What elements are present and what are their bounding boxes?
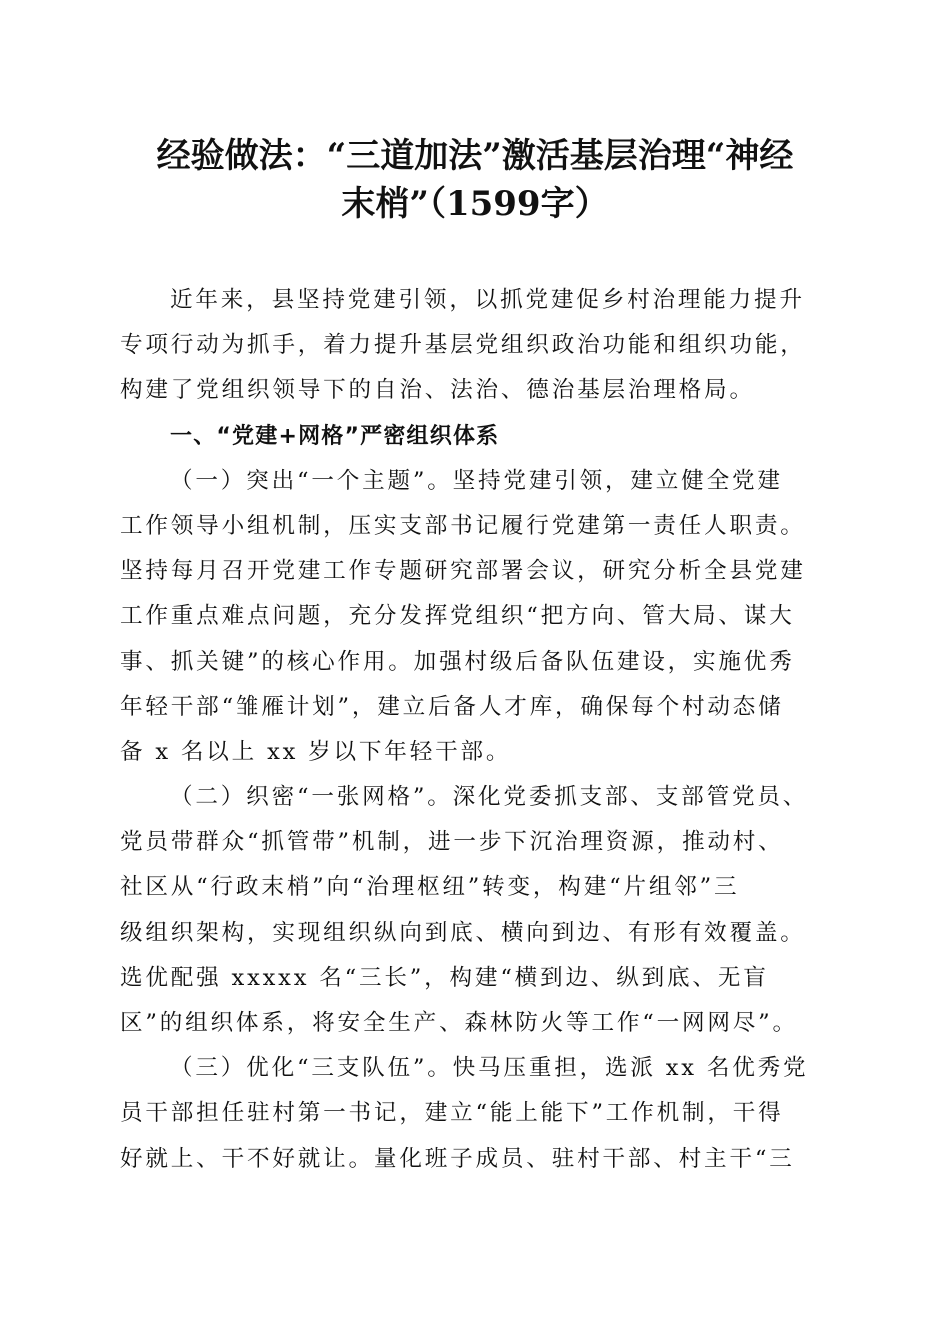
- document-body: [120, 278, 832, 1182]
- paragraph-2-line-5: 选优配强 xxxxx 名“三长”，构建“横到边、纵到底、无盲: [120, 964, 769, 991]
- paragraph-1-line-1: （一）突出“一个主题”。坚持党建引领，建立健全党建: [170, 467, 783, 494]
- paragraph-3-line-2: 员干部担任驻村第一书记，建立“能上能下”工作机制，干得: [120, 1100, 784, 1127]
- section-heading-1: 一、“党建+网格”严密组织体系: [170, 423, 500, 449]
- paragraph-1-line-3: 坚持每月召开党建工作专题研究部署会议，研究分析全县党建: [120, 558, 806, 585]
- paragraph-intro-line-3: 构建了党组织领导下的自治、法治、德治基层治理格局。: [120, 377, 755, 404]
- title-line-2: 末梢”（1599字）: [341, 184, 609, 224]
- paragraph-2-line-2: 党员带群众“抓管带”机制，进一步下沉治理资源，推动村、: [120, 829, 784, 856]
- document-title: [110, 132, 840, 228]
- paragraph-1-line-6: 年轻干部“雏雁计划”，建立后备人才库，确保每个村动态储: [120, 693, 784, 720]
- paragraph-intro-line-2: 专项行动为抓手，着力提升基层党组织政治功能和组织功能，: [120, 332, 806, 359]
- paragraph-2-line-4: 级组织架构，实现组织纵向到底、横向到边、有形有效覆盖。: [120, 919, 806, 946]
- paragraph-3-line-3: 好就上、干不好就让。量化班子成员、驻村干部、村主干“三: [120, 1145, 795, 1172]
- paragraph-1-line-7: 备 x 名以上 xx 岁以下年轻干部。: [120, 738, 512, 765]
- paragraph-1-line-2: 工作领导小组机制，压实支部书记履行党建第一责任人职责。: [120, 512, 806, 539]
- paragraph-1-line-4: 工作重点难点问题，充分发挥党组织“把方向、管大局、谋大: [120, 603, 795, 630]
- paragraph-2-line-6: 区”的组织体系，将安全生产、森林防火等工作“一网网尽”。: [120, 1010, 798, 1036]
- paragraph-1-line-5: 事、抓关键”的核心作用。加强村级后备队伍建设，实施优秀: [120, 648, 795, 675]
- paragraph-3-line-1: （三）优化“三支队伍”。快马压重担，选派 xx 名优秀党: [170, 1055, 809, 1082]
- title-line-1: 经验做法：“三道加法”激活基层治理“神经: [156, 136, 794, 176]
- paragraph-2-line-3: 社区从“行政末梢”向“治理枢纽”转变，构建“片组邻”三: [120, 874, 740, 901]
- paragraph-intro-line-1: 近年来，县坚持党建引领，以抓党建促乡村治理能力提升: [170, 287, 805, 313]
- paragraph-2-line-1: （二）织密“一张网格”。深化党委抓支部、支部管党员、: [170, 784, 809, 811]
